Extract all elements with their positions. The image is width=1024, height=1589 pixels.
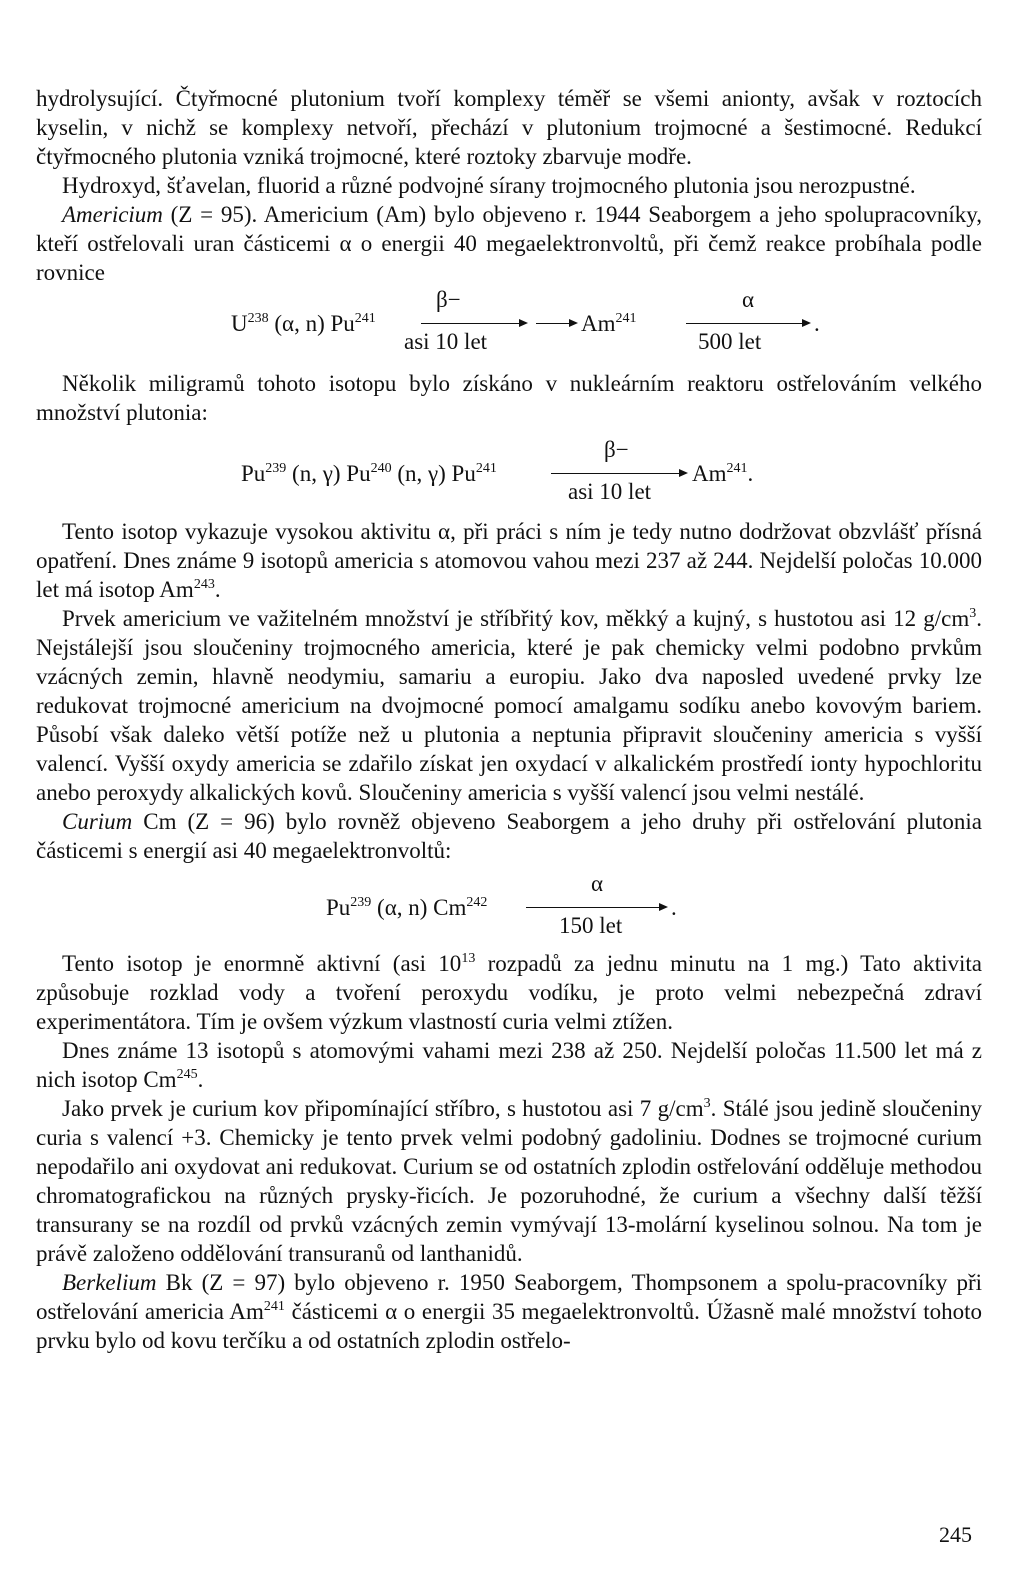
eq1-product: Am$^{241}$ (581, 311, 637, 336)
paragraph-americium-intro (36, 200, 982, 287)
eq3-arrowhead (659, 903, 668, 911)
paragraph-isotope-activity: Tento isotop vykazuje vysokou aktivitu α, při práci s ním je tedy nutno dodržovat obzvlášť přísná opatření. Dnes známe 9 isotopů americia s atomovou vahou mezi 237 až 244. Nejdelší poločas 10.000 let má isotop Am$^{243}$. (36, 519, 982, 602)
term-curium: Curium (62, 809, 133, 834)
paragraph-curium-isotopes: Dnes známe 13 isotopů s atomovými vahami mezi 238 až 250. Nejdelší poločas 11.500 let má z nich isotop Cm$^{245}$. (36, 1038, 982, 1092)
eq1-beta-label: β− (436, 287, 461, 312)
page-number: 245 (939, 1522, 972, 1547)
equation-uranium-americium (36, 287, 982, 361)
term-berkelium: Berkelium (62, 1270, 157, 1295)
page-body (36, 84, 982, 1355)
eq2-beta-label: β− (604, 437, 629, 462)
eq1-alpha-label: α (742, 287, 755, 312)
eq1-arrow-line-3 (686, 323, 804, 324)
eq3-alpha-label: α (591, 871, 604, 896)
eq2-arrow-line (551, 473, 681, 474)
eq1-arrowhead-3 (802, 319, 811, 327)
eq2-beta-time: asi 10 let (568, 479, 652, 504)
eq1-alpha-time: 500 let (698, 329, 762, 354)
eq1-arrowhead-1 (519, 319, 528, 327)
paragraph-insoluble-salts: Hydroxyd, šťavelan, fluorid a různé podvojné sírany trojmocného plutonia jsou nerozpustné. (62, 173, 916, 198)
eq2-product: Am$^{241}$. (692, 461, 754, 486)
eq1-arrow-line-2 (536, 323, 571, 324)
eq3-end: . (671, 895, 677, 920)
eq1-reactants: $U^{238}$ (α, n) Pu$^{241}$ (231, 311, 376, 336)
eq1-beta-time: asi 10 let (404, 329, 488, 354)
equation-plutonium-americium (36, 431, 982, 509)
paragraph-curium-properties: Jako prvek je curium kov připomínající stříbro, s hustotou asi 7 $g/cm^3$. Stálé jsou jedině sloučeniny curia s valencí +3. Chemicky je tento prvek velmi podobný gadoliniu. Dodnes se trojmocné curium nepodařilo ani oxydovat ani redukovat. Curium se od ostatních zplodin ostřelování odděluje methodou chromatografickou na různých prysky-řicích. Je pozoruhodné, že curium a všechny další těžší transurany se na rozdíl od prvků vzácných zemin vymývají 13-molární kyselinou solnou. Na tom je právě založeno oddělování transuranů od lanthanidů. (36, 1096, 982, 1266)
eq2-arrowhead (679, 469, 688, 477)
eq1-arrowhead-2 (569, 319, 578, 327)
eq3-alpha-time: 150 let (559, 913, 623, 938)
eq2-reactants: Pu$^{239}$ (n, γ) Pu$^{240}$ (n, γ) Pu$^{241}$ (241, 461, 497, 486)
paragraph-berkelium-intro: Berkelium Bk (Z = 97) bylo objeveno r. 1950 Seaborgem, Thompsonem a spolu-pracovníky při ostřelování americia Am$^{241}$ částicemi α o energii 35 megaelektronvoltů. Úžasně malé množství tohoto prvku bylo od kovu terčíku a od ostatních zplodin ostřelo- (36, 1270, 982, 1353)
americium-intro-text: (Z = 95). Americium (Am) bylo objeveno r. 1944 Seaborgem a jeho spolupracovníky, kteří ostřelovali uran částicemi α o energii 40 megaelektronvoltů, při čemž reakce probíhala podle rovnice (36, 202, 982, 285)
paragraph-americium-properties: Prvek americium ve važitelném množství je stříbřitý kov, měkký a kujný, s hustotou asi 12 $g/cm^3$. Nejstálejší jsou sloučeniny trojmocného americia, které je pak chemicky velmi podobno prvkům vzácných zemin, hlavně neodymiu, samariu a europiu. Jako dva naposled uvedené prvky lze redukovat trojmocné americium na dvojmocné pomocí amalgamu sodíku anebo kovovým bariem. Působí však daleko větší potíže než u plutonia a neptunia připravit sloučeniny americia s vyšší valencí. Vyšší oxydy americia se zdařilo získat jen oxydací v alkalickém prostředí ionty hypochloritu anebo peroxydy alkalických kovů. Sloučeniny americia s vyšší valencí jsou velmi nestálé. (36, 606, 982, 805)
paragraph-curium-intro: Curium Cm (Z = 96) bylo rovněž objeveno Seaborgem a jeho druhy při ostřelování plutonia částicemi s energií asi 40 megaelektronvoltů: (36, 809, 982, 863)
paragraph-milligrams: Několik miligramů tohoto isotopu bylo získáno v nukleárním reaktoru ostřelováním velkého množství plutonia: (36, 371, 982, 425)
equation-plutonium-curium (36, 869, 982, 941)
eq1-end: . (814, 311, 820, 336)
term-americium: Americium (62, 202, 163, 227)
eq3-arrow-line (526, 907, 661, 908)
paragraph-plutonium-complexes: hydrolysující. Čtyřmocné plutonium tvoří komplexy téměř se všemi anionty, avšak v roztocích kyselin, v nichž se komplexy netvoří, přechází v plutonium trojmocné a šestimocné. Redukcí čtyřmocného plutonia vzniká trojmocné, které roztoky zbarvuje modře. (36, 86, 982, 169)
eq3-reactants: Pu$^{239}$ (α, n) Cm$^{242}$ (326, 895, 488, 920)
eq1-arrow-line-1 (421, 323, 521, 324)
paragraph-curium-activity: Tento isotop je enormně aktivní (asi $10^{13}$ rozpadů za jednu minutu na 1 mg.) Tato aktivita způsobuje rozklad vody a tvoření peroxydu vodíku, je proto velmi nebezpečná zdraví experimentátora. Tím je ovšem výzkum vlastností curia velmi ztížen. (36, 951, 982, 1034)
